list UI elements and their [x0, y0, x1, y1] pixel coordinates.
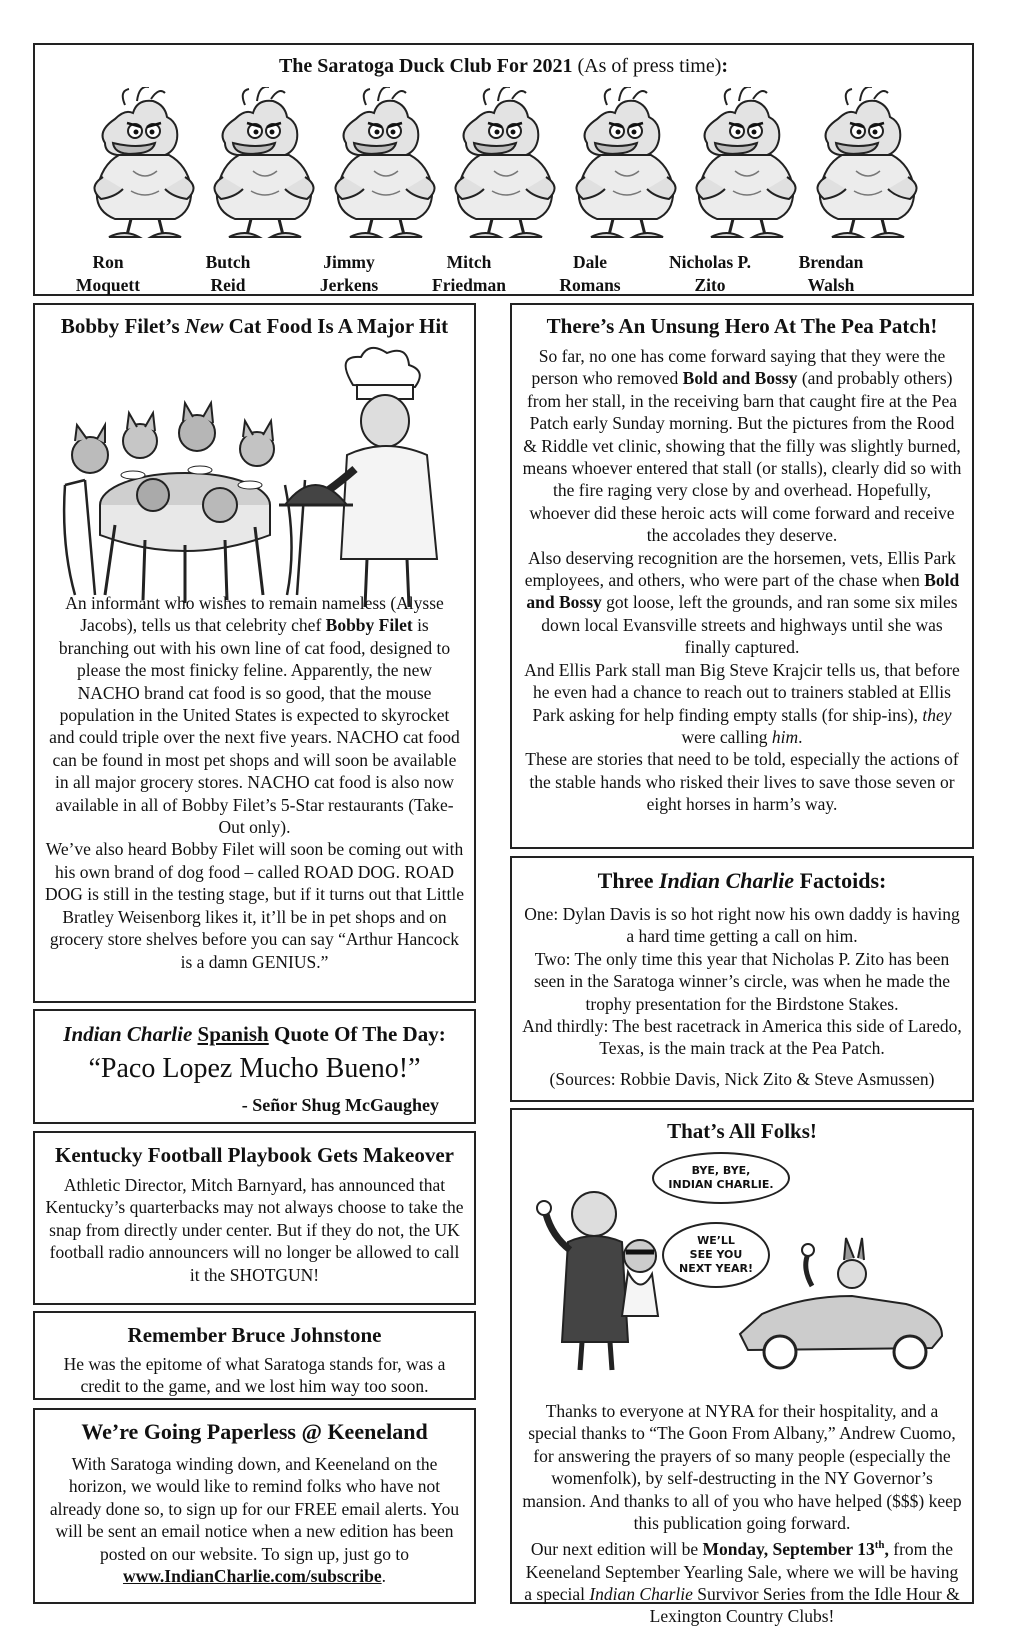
- folks-box: [510, 1108, 974, 1627]
- duck-member-1: Ron Moquett: [75, 252, 141, 295]
- duck-member-4: Mitch Friedman: [432, 252, 506, 295]
- spanish-quote-box: [33, 1009, 476, 1124]
- subscribe-link[interactable]: www.IndianCharlie.com/subscribe: [122, 1566, 382, 1587]
- duck-club-title: The Saratoga Duck Club For 2021 (As of press time):: [278, 55, 729, 77]
- duck-member-2: Butch Reid: [205, 252, 251, 295]
- duck-cartoons: [35, 87, 972, 247]
- duck-member-6: Nicholas P. Zito: [668, 252, 751, 295]
- hero-box: [510, 303, 974, 849]
- factoids-box: [510, 856, 974, 1102]
- duck-member-3: Jimmy Jerkens: [319, 252, 379, 295]
- folks-title: That’s All Folks!: [667, 1119, 817, 1143]
- folks-body: Thanks to everyone at NYRA for their hospitality, and a special thanks to “The Goon From Albany,” Andrew Cuomo, for answering the prayers of so many people (especially the womenfolk), by self-destructing in the NY Governor’s mansion. And thanks to all of you who have helped ($$$) keep this publication going forward. Our next edition will be Monday, September 13th, from the Keeneland September Yearling Sale, where we will be having a special Indian Charlie Survivor Series from the Idle Hour & Lexington Country Clubs!: [522, 1401, 962, 1627]
- hero-title: There’s An Unsung Hero At The Pea Patch!: [546, 314, 938, 338]
- duck-member-5: Dale Romans: [559, 252, 621, 295]
- bruce-body: He was the epitome of what Saratoga stands for, was a credit to the game, and we lost him way too soon.: [63, 1354, 446, 1397]
- speech-bubble-next-year: WE’LL SEE YOU NEXT YEAR!: [662, 1222, 770, 1288]
- kentucky-body: Athletic Director, Mitch Barnyard, has announced that Kentucky’s quarterbacks may not always choose to take the snap from directly under center. But if they do not, the UK football radio announcers will no longer be allowed to call it the SHOTGUN!: [45, 1175, 464, 1285]
- chef-and-cats-illustration: [35, 345, 474, 615]
- duck-member-7: Brendan Walsh: [798, 252, 864, 295]
- cat-food-body: An informant who wishes to remain nameless (Alysse Jacobs), tells us that celebrity chef Bobby Filet is branching out with his own line of cat food, designed to please the most finicky feline. Apparently, the new NACHO brand cat food is so good, that the mouse population in the United States is expected to skyrocket and could triple over the next five years. NACHO cat food can be found in most pet shops and will soon be available in all major grocery stores. NACHO cat food is also now available in all of Bobby Filet’s 5-Star restaurants (Take-Out only). We’ve also heard Bobby Filet will soon be coming out with his own brand of dog food – called ROAD DOG. ROAD DOG is still in the testing stage, but if it turns out that Little Bratley Weisenborg likes it, it’ll be in pet shops and on grocery store shelves before you can say “Arthur Hancock is a damn GENIUS.”: [45, 593, 464, 972]
- spanish-quote-text: “Paco Lopez Mucho Bueno!”: [88, 1053, 421, 1084]
- cat-food-title: Bobby Filet’s New Cat Food Is A Major Hit: [60, 314, 449, 338]
- kentucky-box: [33, 1131, 476, 1305]
- paperless-body: With Saratoga winding down, and Keeneland on the horizon, we would like to remind folks who have not already done so, to sign up for our FREE email alerts. You will be sent an email notice when a new edition has been posted on our website. To sign up, just go to www.IndianCharlie.com/subscribe.: [49, 1454, 460, 1587]
- paperless-box: [33, 1408, 476, 1604]
- bruce-title: Remember Bruce Johnstone: [127, 1323, 382, 1347]
- farewell-cartoon: [512, 1146, 972, 1386]
- kentucky-title: Kentucky Football Playbook Gets Makeover: [55, 1143, 454, 1167]
- paperless-title: We’re Going Paperless @ Keeneland: [81, 1419, 428, 1444]
- factoids-title: Three Indian Charlie Factoids:: [597, 868, 887, 893]
- speech-bubble-bye: BYE, BYE, INDIAN CHARLIE.: [652, 1152, 790, 1204]
- spanish-quote-title: Indian Charlie Spanish Quote Of The Day:: [63, 1022, 446, 1046]
- cat-food-box: [33, 303, 476, 1003]
- spanish-quote-attribution: - Señor Shug McGaughey: [241, 1095, 439, 1115]
- duck-club-box: [33, 43, 974, 296]
- bruce-box: [33, 1311, 476, 1400]
- hero-body: So far, no one has come forward saying that they were the person who removed Bold and Bossy (and probably others) from her stall, in the receiving barn that caught fire at the Pea Patch early Sunday morning. But the pictures from the Rood & Riddle vet clinic, showing that the filly was slightly burned, means whoever entered that stall (or stalls), clearly did so with the fire raging very close by and overhead. Hopefully, whoever did these heroic acts will come forward and receive the accolades they deserve. Also deserving recognition are the horsemen, vets, Ellis Park employees, and others, who were part of the chase when Bold and Bossy got loose, left the grounds, and ran some six miles down local Evansville streets and highways until she was finally captured. And Ellis Park stall man Big Steve Krajcir tells us, that before he even had a chance to reach out to trainers stabled at Ellis Park asking for help finding empty stalls (for ship-ins), they were calling him. These are stories that need to be told, especially the actions of the stable hands who risked their lives to save those seven or eight horses in harm’s way.: [522, 346, 962, 815]
- factoids-body: One: Dylan Davis is so hot right now his own daddy is having a hard time getting a call on him. Two: The only time this year that Nicholas P. Zito has been seen in the Saratoga winner’s circle, was when he made the trophy presentation for the Birdstone Stakes. And thirdly: The best racetrack in America this side of Laredo, Texas, is the main track at the Pea Patch. (Sources: Robbie Davis, Nick Zito & Steve Asmussen): [522, 904, 962, 1089]
